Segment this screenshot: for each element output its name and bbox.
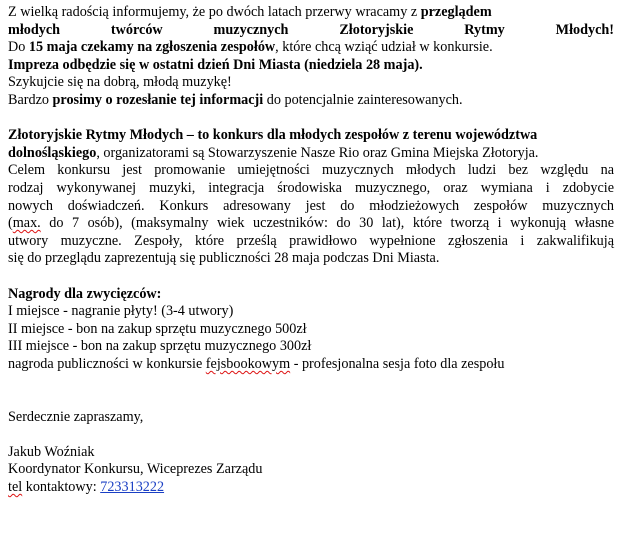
prize-first	[8, 303, 614, 321]
intro-text: Bardzo	[8, 91, 53, 108]
prize-text: - profesjonalna sesja foto dla zespołu	[290, 355, 505, 372]
signature-role-text: Koordynator Konkursu, Wiceprezes Zarządu	[8, 461, 263, 478]
about-line-5	[8, 198, 614, 216]
signature-name	[8, 444, 614, 462]
signature-name-text: Jakub Woźniak	[8, 443, 95, 460]
paragraph-gap	[8, 268, 614, 286]
intro-text: Do	[8, 39, 29, 56]
event-name: młodych twórców muzycznych Złotoryjskie Rytmy Młodych!	[8, 21, 614, 38]
prize-audience	[8, 356, 614, 374]
intro-text: , które chcą wziąć udział w konkursie.	[275, 39, 493, 56]
about-text: utwory muzyczne. Zespoły, które prześlą prawidłowo wypełnione zgłoszenia i zakwalifikują	[8, 232, 614, 249]
intro-line-4	[8, 57, 614, 75]
document-body	[8, 4, 614, 497]
prize-third	[8, 338, 614, 356]
prize-second	[8, 321, 614, 339]
intro-bold-text: przeglądem	[420, 4, 492, 20]
signature-role	[8, 461, 614, 479]
about-text: nowych doświadczeń. Konkurs adresowany jest do młodzieżowych zespołów muzycznych	[8, 197, 614, 214]
intro-line-1	[8, 4, 614, 22]
about-line-8	[8, 250, 614, 268]
about-text: Celem konkursu jest promowanie umiejętności muzycznych młodych ludzi bez względu na	[8, 162, 614, 179]
closing-invite	[8, 409, 614, 427]
about-text: rodzaj wykonywanej muzyki, integracja środowiska muzycznego, oraz wymiana i zdobycie	[8, 179, 614, 196]
event-date-text: Impreza odbędzie się w ostatni dzień Dni Miasta (niedziela 28 maja).	[8, 56, 423, 73]
phone-link[interactable]: 723313222	[100, 479, 165, 496]
prize-text: I miejsce - nagranie płyty! (3-4 utwory)	[8, 303, 234, 320]
contact-phone-line	[8, 479, 614, 497]
spellcheck-word: max.	[12, 215, 41, 232]
intro-line-2	[8, 22, 614, 40]
intro-line-6	[8, 92, 614, 110]
about-text: , organizatorami są Stowarzyszenie Nasze Rio oraz Gmina Miejska Złotoryja.	[96, 144, 539, 161]
request-bold-text: prosimy o rozesłanie tej informacji	[52, 91, 264, 108]
intro-text: Z wielką radością informujemy, że po dwóch latach przerwy wracamy z	[8, 4, 421, 20]
paragraph-gap	[8, 110, 614, 128]
intro-line-3	[8, 39, 614, 57]
closing-text: Serdecznie zapraszamy,	[8, 408, 144, 425]
deadline-text: 15 maja czekamy na zgłoszenia zespołów	[28, 39, 276, 56]
about-line-1	[8, 127, 614, 145]
prize-text: II miejsce - bon na zakup sprzętu muzycznego 500zł	[8, 320, 307, 337]
spellcheck-word: tel	[8, 479, 23, 496]
spellcheck-word: fejsbookowym	[205, 355, 291, 372]
about-line-7	[8, 233, 614, 251]
prize-text: nagroda publiczności w konkursie	[8, 355, 206, 372]
about-line-3	[8, 162, 614, 180]
about-line-2	[8, 145, 614, 163]
about-line-4	[8, 180, 614, 198]
about-bold-text: Złotoryjskie Rytmy Młodych – to konkurs dla młodych zespołów z terenu województwa	[8, 127, 538, 144]
paragraph-gap	[8, 373, 614, 408]
prize-text: III miejsce - bon na zakup sprzętu muzycznego 300zł	[8, 338, 312, 355]
paragraph-gap	[8, 426, 614, 444]
prizes-heading-text: Nagrody dla zwycięzców:	[8, 285, 162, 302]
about-text: do 7 osób), (maksymalny wiek uczestników: do 30 lat), które tworzą i wykonują własne	[40, 215, 614, 232]
prizes-heading	[8, 286, 614, 304]
about-line-6	[8, 215, 614, 233]
phone-label: kontaktowy:	[22, 479, 101, 496]
about-bold-text: dolnośląskiego	[8, 144, 97, 161]
intro-text: Szykujcie się na dobrą, młodą muzykę!	[8, 74, 232, 91]
intro-text: do potencjalnie zainteresowanych.	[263, 91, 463, 108]
about-text: się do przeglądu zaprezentują się publiczności 28 maja podczas Dni Miasta.	[8, 250, 440, 267]
intro-line-5	[8, 74, 614, 92]
about-text: (	[8, 215, 13, 232]
